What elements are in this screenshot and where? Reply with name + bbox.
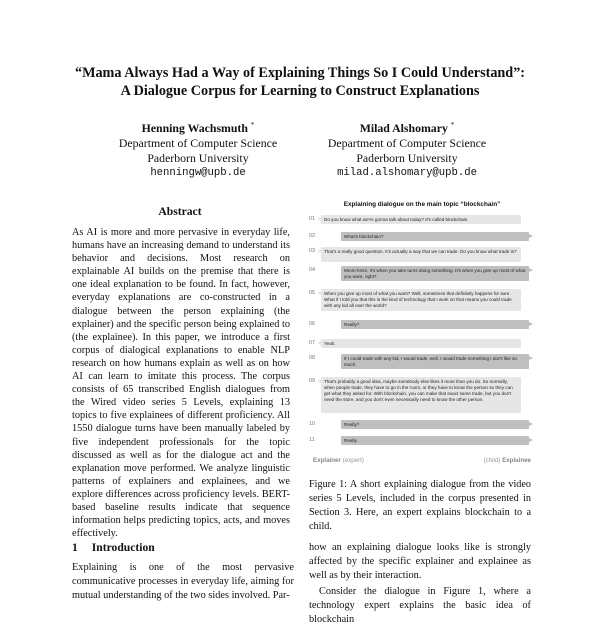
author-mark: *: [450, 121, 455, 129]
author-email[interactable]: henningw@upb.de: [150, 166, 246, 179]
figure-title: Explaining dialogue on the main topic “blockchain”: [343, 201, 501, 208]
figure-caption: Figure 1: A short explaining dialogue from the video series 5 Levels, included in the corpus presented in Section 3. Here, an expert explains blockchain to a child.: [309, 479, 531, 532]
author-name: Henning Wachsmuth: [141, 120, 248, 135]
explainer-bubble: That's a really good question. It's actually a way that we can trade. Do you know what trade is?: [321, 247, 521, 262]
turn-number: 01: [309, 216, 316, 222]
turn-number: 02: [309, 233, 316, 239]
paper-title: [40, 64, 560, 100]
turn-number: 10: [309, 421, 316, 427]
abstract-heading: Abstract: [158, 205, 202, 218]
explainer-bubble: That's probably a good idea, maybe somebody else likes it more than you do. So normally, when people trade, they have to go in the room, or they have to know the person so they can get what they asked for. With blockchain, you can make that exact same trade, but you don't need the store, and you don't even necessarily need to know the other person.: [321, 377, 521, 413]
dialogue-figure: [309, 199, 531, 469]
author-univ: Paderborn University: [147, 150, 249, 165]
explainee-bubble: Really?: [341, 420, 529, 429]
intro-text: Explaining is one of the most pervasive communicative processes in everyday life, aiming for mutual understanding of the two sides involved. Par-: [72, 562, 294, 601]
abstract-text: As AI is more and more pervasive in everyday life, humans have an increasing demand to understand its behavior and decisions. Most research on explainable AI builds on the premise that there is one ideal explanation to be found. In fact, however, everyday explanations are co-constructed in a dialogue between the person explaining (the explainer) and the specific person being explained to (the explainee). In this paper, we introduce a first corpus of dialogical explanations to enable NLP research on how humans explain as well as on how AI can learn to imitate this process. The corpus consists of 65 transcribed English dialogues from the Wired video series 5 Levels, explaining 13 topics to five explainees of different proficiency. All 1550 dialogue turns have been manually labeled by five independent professionals for the topic discussed as well as for the dialogue act and the explanation move performed. We analyze linguistic patterns of explainers and explainees, and we explore differences across proficiency levels. BERT-based baseline results indicate that sequence information helps predicting topics, acts, and moves effectively.: [72, 227, 290, 540]
turn-number: 05: [309, 290, 316, 296]
paragraph: how an explaining dialogue looks like is strongly affected by the specific explainer and explainee as well as by their interaction.: [309, 542, 531, 581]
turn-number: 06: [309, 321, 316, 327]
author-name: Milad Alshomary: [359, 120, 448, 135]
author-dept: Department of Computer Science: [327, 135, 487, 150]
title-line-2: A Dialogue Corpus for Learning to Construct Explanations: [120, 83, 480, 99]
explainer-bubble: Yeah.: [321, 339, 521, 348]
paragraph: Consider the dialogue in Figure 1, where a technology expert explains the basic idea of blockchain: [309, 586, 531, 625]
explainee-bubble: If I could trade with any kid, I would trade, well, I would trade something I don't like so much.: [341, 354, 529, 369]
explainee-legend: (child) Explainee: [483, 457, 531, 464]
author-dept: Department of Computer Science: [118, 135, 278, 150]
section-heading: [72, 541, 155, 554]
role-legend: [313, 457, 531, 464]
turn-number: 03: [309, 248, 316, 254]
body-text-right: [309, 541, 531, 627]
author-email[interactable]: milad.alshomary@upb.de: [337, 166, 477, 179]
explainee-bubble: What's blockchain?: [341, 232, 529, 241]
turn-number: 07: [309, 340, 316, 346]
turn-number: 08: [309, 355, 316, 361]
section-title: Introduction: [91, 541, 155, 554]
section-number: 1: [72, 541, 78, 554]
explainer-bubble: Do you know what we're gonna talk about today? It's called blockchain.: [321, 215, 521, 224]
turn-number: 09: [309, 378, 316, 384]
explainer-bubble: When you give up most of what you want? Well, sometimes that definitely happens for sure. What if I told you that this is the kind of technology that I work on that means you could trade with any kid all over the world?: [321, 289, 521, 311]
author-univ: Paderborn University: [356, 150, 458, 165]
author-block: [307, 118, 507, 181]
explainer-legend: Explainer (expert): [313, 457, 364, 464]
title-line-1: “Mama Always Had a Way of Explaining Things So I Could Understand”:: [74, 65, 526, 81]
explainee-bubble: Really.: [341, 436, 529, 445]
explainee-bubble: Mmm-hmm, it's when you take turns doing something. It's when you give up most of what you want, right?: [341, 266, 529, 281]
author-block: [98, 118, 298, 181]
explainee-bubble: Really?: [341, 320, 529, 329]
author-mark: *: [250, 121, 255, 129]
turn-number: 04: [309, 267, 316, 273]
turn-number: 11: [309, 437, 315, 443]
